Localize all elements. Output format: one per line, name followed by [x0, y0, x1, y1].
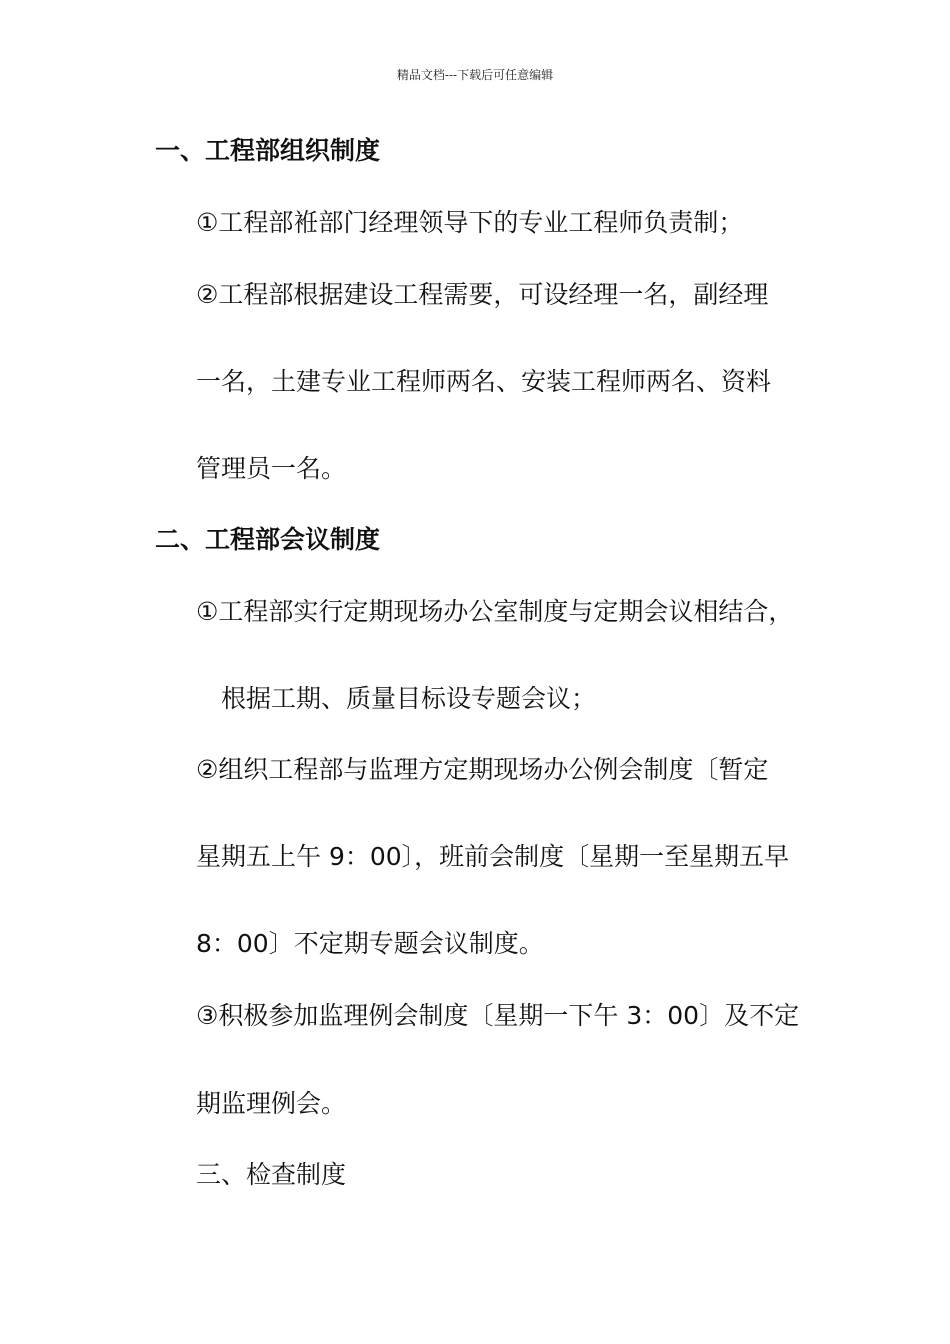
- paragraph-line: ①工程部实行定期现场办公室制度与定期会议相结合，: [196, 597, 794, 626]
- section-heading-organization: 一、工程部组织制度: [155, 136, 381, 165]
- paragraph-line: ②工程部根据建设工程需要，可设经理一名，副经理: [196, 280, 769, 309]
- paragraph-line: 一名，土建专业工程师两名、安装工程师两名、资料: [196, 367, 772, 396]
- section-heading-inspection: 三、检查制度: [196, 1160, 347, 1189]
- page-header: 精品文档---下载后可任意编辑: [396, 68, 554, 82]
- paragraph-line: 8：00〕不定期专题会议制度。: [196, 929, 544, 958]
- paragraph-line: 期监理例会。: [196, 1089, 347, 1118]
- paragraph-line: ①工程部袵部门经理领导下的专业工程师负责制；: [196, 208, 744, 237]
- paragraph-line: ③积极参加监理例会制度〔星期一下午 3：00〕及不定: [196, 1001, 800, 1030]
- paragraph-line: ②组织工程部与监理方定期现场办公例会制度〔暂定: [196, 755, 769, 784]
- paragraph-line: 星期五上午 9：00〕，班前会制度〔星期一至星期五早: [196, 842, 790, 871]
- paragraph-line: 管理员一名。: [196, 454, 347, 483]
- paragraph-line: 根据工期、质量目标设专题会议；: [221, 684, 597, 713]
- section-heading-meetings: 二、工程部会议制度: [155, 525, 381, 554]
